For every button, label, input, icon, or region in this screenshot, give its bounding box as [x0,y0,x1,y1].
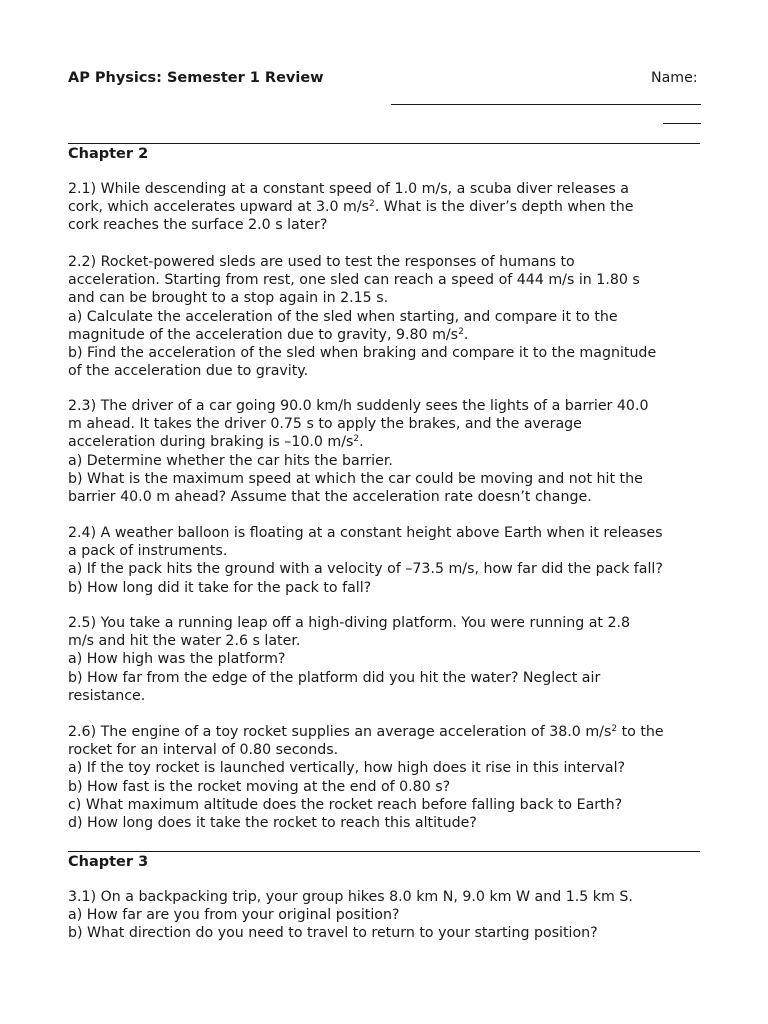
problem-line: a) Determine whether the car hits the barrier. [68,452,393,469]
document-title: AP Physics: Semester 1 Review [68,70,324,86]
problem-line: a) If the pack hits the ground with a velocity of –73.5 m/s, how far did the pack fall? [68,561,663,578]
problem-line: a) How high was the platform? [68,651,286,668]
problem-line: acceleration. Starting from rest, one sled can reach a speed of 444 m/s in 1.80 s [68,272,640,289]
problem-line: 3.1) On a backpacking trip, your group hikes 8.0 km N, 9.0 km W and 1.5 km S. [68,889,633,905]
problem-line: a pack of instruments. [68,543,228,560]
name-label: Name: [651,70,698,86]
problem-line: 2.6) The engine of a toy rocket supplies an average acceleration of 38.0 $m/s^2$ to the [68,724,664,740]
problem-line: a) If the toy rocket is launched vertically, how high does it rise in this interval? [68,760,626,777]
problem-line: 2.5) You take a running leap off a high-diving platform. You were running at 2.8 [68,615,631,631]
problem-line: m/s and hit the water 2.6 s later. [68,633,301,650]
problem-line: c) What maximum altitude does the rocket reach before falling back to Earth? [68,796,623,813]
chapter-2-rule [68,143,700,144]
problem-3-1 [68,888,708,943]
problem-line: b) What direction do you need to travel to return to your starting position? [68,925,598,942]
problem-line: b) How fast is the rocket moving at the end of 0.80 s? [68,778,451,795]
chapter-2-heading: Chapter 2 [68,146,149,162]
name-blank-line-continuation [663,123,701,124]
problem-line: b) Find the acceleration of the sled when braking and compare it to the magnitude [68,345,657,362]
problem-line: barrier 40.0 m ahead? Assume that the acceleration rate doesn’t change. [68,489,592,506]
problem-line: cork, which accelerates upward at 3.0 $m/s^2$. What is the diver’s depth when the [68,199,634,216]
problem-line: resistance. [68,687,146,704]
problem-line: a) How far are you from your original position? [68,907,400,924]
problem-2-3 [68,397,708,506]
problem-2-1 [68,180,708,235]
problem-line: 2.2) Rocket-powered sleds are used to test the responses of humans to [68,254,575,270]
problem-line: b) How far from the edge of the platform did you hit the water? Neglect air [68,669,601,686]
problem-line: 2.3) The driver of a car going 90.0 km/h suddenly sees the lights of a barrier 40.0 [68,398,649,414]
problem-line: and can be brought to a stop again in 2.15 s. [68,290,389,307]
problem-line: magnitude of the acceleration due to gravity, 9.80 $m/s^2$. [68,326,469,343]
problem-line: a) Calculate the acceleration of the sled when starting, and compare it to the [68,308,618,325]
problem-line: rocket for an interval of 0.80 seconds. [68,742,339,759]
problem-2-2 [68,253,708,380]
problem-line: of the acceleration due to gravity. [68,363,309,380]
problem-line: acceleration during braking is –10.0 $m/s^2$. [68,434,364,451]
chapter-3-heading: Chapter 3 [68,854,149,870]
problem-line: d) How long does it take the rocket to reach this altitude? [68,815,477,832]
problem-line: 2.1) While descending at a constant speed of 1.0 m/s, a scuba diver releases a [68,181,629,197]
problem-2-6 [68,723,708,832]
problem-2-5 [68,614,708,705]
problem-2-4 [68,524,708,597]
problem-line: b) How long did it take for the pack to fall? [68,579,372,596]
name-blank-line [391,104,701,105]
problem-line: m ahead. It takes the driver 0.75 s to apply the brakes, and the average [68,416,582,433]
problem-line: cork reaches the surface 2.0 s later? [68,217,328,234]
problem-line: 2.4) A weather balloon is floating at a constant height above Earth when it releases [68,525,663,541]
problem-line: b) What is the maximum speed at which the car could be moving and not hit the [68,470,643,487]
chapter-3-rule [68,851,700,852]
